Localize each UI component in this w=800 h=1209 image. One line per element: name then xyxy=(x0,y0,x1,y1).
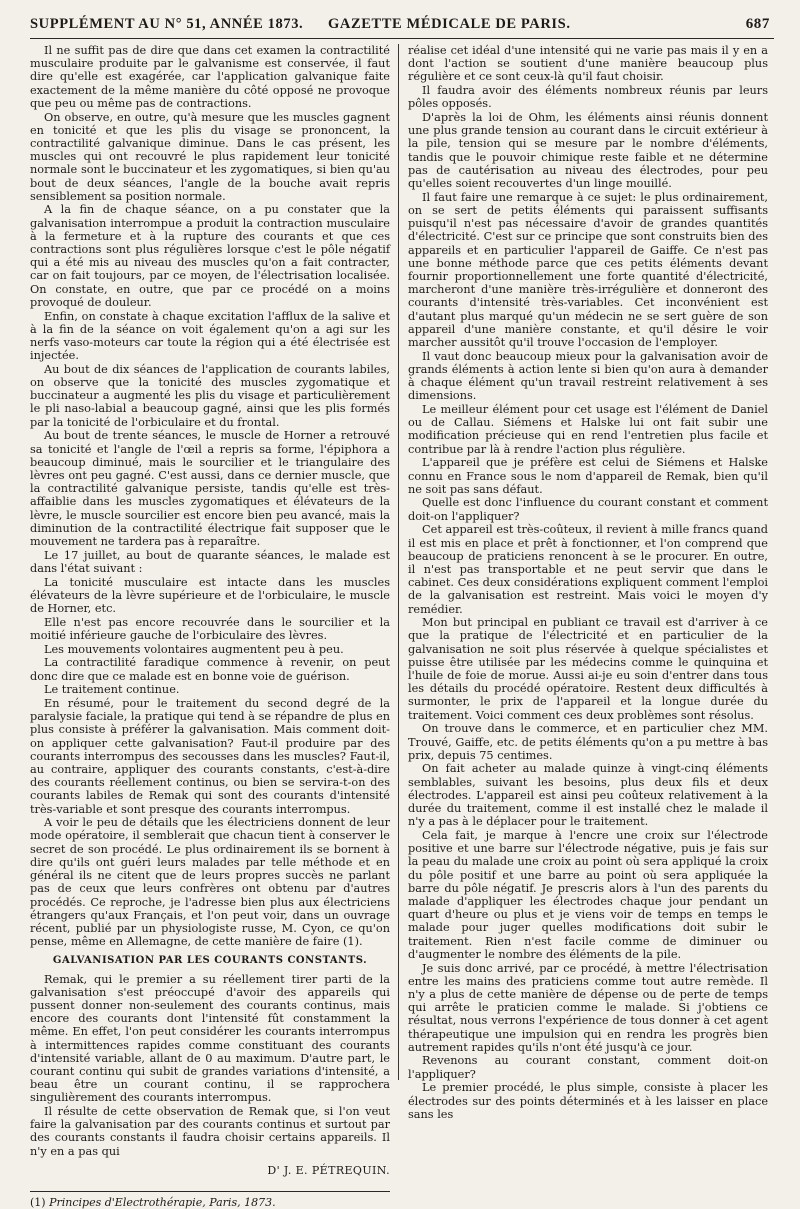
paragraph: réalise cet idéal d'une intensité qui ne varie pas mais il y en a dont l'action se soutient d'une manière beaucoup plus régulière et ce sont ceux-là qu'il faut choisir. xyxy=(408,44,768,84)
paragraph: La contractilité faradique commence à revenir, on peut donc dire que ce malade est en bonne voie de guérison. xyxy=(30,656,390,683)
paragraph: Au bout de trente séances, le muscle de Horner a retrouvé sa tonicité et l'angle de l'œil a repris sa forme, l'épiphora a beaucoup diminué, mais le sourcilier et le triangulaire des lèvres ont peu gagné. C'est aussi, dans ce dernier muscle, que la contractilité galvanique persiste, tandis qu'elle est très-affaiblie dans les muscles zygomatiques et élévateurs de la lèvre, le muscle sourcilier est encore bien peu avancé, mais la diminution de la contractilité électrique fait supposer que le mouvement ne tardera pas à reparaître. xyxy=(30,429,390,549)
paragraph: D'après la loi de Ohm, les éléments ainsi réunis donnent une plus grande tension au courant dans le circuit extérieur à la pile, tension qui se mesure par le nombre d'éléments, tandis que le pouvoir chimique reste faible et ne détermine pas de cautérisation au niveau des électrodes, pour peu qu'elles soient recouvertes d'un linge mouillé. xyxy=(408,111,768,191)
right-column xyxy=(408,44,768,1121)
paragraph: Le traitement continue. xyxy=(44,683,180,697)
author-signature: D' J. E. PÉTREQUIN. xyxy=(267,1163,390,1177)
journal-title: GAZETTE MÉDICALE DE PARIS. xyxy=(328,16,571,32)
footnote xyxy=(30,1196,390,1209)
section-title: GALVANISATION PAR LES COURANTS CONSTANTS. xyxy=(52,955,368,967)
paragraph: On fait acheter au malade quinze à vingt-cinq éléments semblables, suivant les besoins, plus deux fils et deux électrodes. L'appareil est ainsi peu coûteux relativement à la durée du traitement, comme il est installé chez le malade il n'y a pas à le déplacer pour le traitement. xyxy=(408,762,768,829)
paragraph: En résumé, pour le traitement du second degré de la paralysie faciale, la pratique qui tend à se répandre de plus en plus consiste à préférer la galvanisation. Mais comment doit-on appliquer cette galvanisation? Faut-il produire par des courants interrompus des secousses dans les muscles? Faut-il, au contraire, appliquer des courants constants, c'est-à-dire des courants réellement continus, ou bien se servira-t-on des courants labiles de Remak qui sont des courants d'intensité très-variable et sont presque des courants interrompus. xyxy=(30,696,390,816)
paragraph: On trouve dans le commerce, et en particulier chez MM. Trouvé, Gaiffe, etc. de petits éléments qu'on a pu mettre à bas prix, depuis 75 centimes. xyxy=(408,722,768,762)
page-number: 687 xyxy=(745,16,770,32)
paragraph: A la fin de chaque séance, on a pu constater que la galvanisation interrompue a produit la contraction musculaire à la fermeture et à la rupture des courants et que ces contractions sont plus régulières lorsque c'est le pôle négatif qui a été mis au niveau des muscles qu'on a fait contracter, car on fait toujours, par ce moyen, de l'électrisation localisée. On constate, en outre, que par ce procédé on a moins provoqué de douleur. xyxy=(30,203,390,309)
section-paragraphs xyxy=(30,973,390,1158)
paragraph: Cela fait, je marque à l'encre une croix sur l'électrode positive et une barre sur l'électrode négative, puis je fais sur la peau du malade une croix au point où sera appliqué la croix du pôle positif et une barre au point où sera appliquée la barre du pôle négatif. Je prescris alors à l'un des parents du malade d'appliquer les électrodes chaque jour pendant un quart d'heure ou plus et je viens voir de temps en temps le malade pour juger quelles modifications doit subir le traitement. Rien n'est facile comme de diminuer ou d'augmenter le nombre des éléments de la pile. xyxy=(408,828,768,961)
paragraph: Elle n'est pas encore recouvrée dans le sourcilier et la moitié inférieure gauche de l'orbiculaire des lèvres. xyxy=(30,615,390,642)
paragraph: On observe, en outre, qu'à mesure que les muscles gagnent en tonicité et que les plis du visage se prononcent, la contractilité galvanique diminue. Dans le cas présent, les muscles qui ont recouvré le plus rapidement leur tonicité normale sont le buccinateur et les zygomatiques, si bien qu'au bout de deux séances, l'angle de la bouche avait repris sensiblement sa position normale. xyxy=(30,110,390,203)
paragraph: Il faut faire une remarque à ce sujet: le plus ordinairement, on se sert de petits éléments qui paraissent suffisants puisqu'il n'est pas nécessaire d'avoir de grandes quantités d'électricité. C'est sur ce principe que sont construits bien des appareils et en particulier l'appareil de Gaiffe. Ce n'est pas une bonne méthode parce que ces petits éléments devant fournir proportionnellement une forte quantité d'électricité, marcheront d'une manière très-irrégulière et donneront des courants d'intensité très-variables. Cet inconvénient est d'autant plus marqué qu'un médecin ne se sert guère de son appareil d'une manière constante, et qu'il désire le voir marcher aussitôt qu'il trouve l'occasion de l'employer. xyxy=(408,190,768,349)
paragraph: Le premier procédé, le plus simple, consiste à placer les électrodes sur des points déterminés et à les laisser en place sans les xyxy=(408,1081,768,1121)
column-divider xyxy=(398,44,399,1080)
paragraph: Il faudra avoir des éléments nombreux réunis par leurs pôles opposés. xyxy=(408,84,768,111)
paragraph: Le 17 juillet, au bout de quarante séances, le malade est dans l'état suivant : xyxy=(30,548,390,575)
left-column xyxy=(30,44,390,1209)
left-column-paragraphs xyxy=(30,44,390,948)
footnote-rule xyxy=(30,1191,390,1192)
journal-supplement-label: SUPPLÉMENT AU N° 51, ANNÉE 1873. xyxy=(30,16,304,32)
paragraph: Je suis donc arrivé, par ce procédé, à mettre l'électrisation entre les mains des praticiens comme tout autre remède. Il n'y a plus de cette manière de dépense ou de perte de temps qui arrête le praticien comme le malade. Si j'obtiens ce résultat, nous verrons l'expérience de tous donner à cet agent thérapeutique une impulsion qui en rendra les progrès bien autrement rapides qu'ils n'ont été jusqu'à ce jour. xyxy=(408,961,768,1054)
paragraph: Enfin, on constate à chaque excitation l'afflux de la salive et à la fin de la séance on voit également qu'on a agi sur les nerfs vaso-moteurs car toute la région qui a été électrisée est injectée. xyxy=(30,309,390,363)
paragraph: Remak, qui le premier a su réellement tirer parti de la galvanisation s'est préoccupé d'avoir des appareils qui pussent donner non-seulement des courants continus, mais encore des courants dont l'intensité fût constamment la même. En effet, l'on peut considérer les courants interrompus à intermittences rapides comme constituant des courants d'intensité variable, allant de 0 au maximum. D'autre part, le courant continu qui subit de grandes variations d'intensité, a beau être un courant continu, il se rapprochera singulièrement des courants interrompus. xyxy=(30,972,390,1105)
header-rule xyxy=(30,38,774,39)
paragraph: A voir le peu de détails que les électriciens donnent de leur mode opératoire, il semblerait que chacun tient à conserver le secret de son procédé. Le plus ordinairement ils se bornent à dire qu'ils ont guéri leurs malades par telle méthode et en général ils ne citent que de leurs propres succès ne parlant pas de ceux que leurs confrères ont obtenu par d'autres procédés. Ce reproche, je l'adresse bien plus aux électriciens étrangers qu'aux Français, et l'on peut voir, dans un ouvrage récent, publié par un physiologiste russe, M. Cyon, ce qu'on pense, même en Allemagne, de cette manière de faire (1). xyxy=(30,816,390,949)
paragraph: Le meilleur élément pour cet usage est l'élément de Daniel ou de Callau. Siémens et Halske lui ont fait subir une modification précieuse qui en rend l'entretien plus facile et contribue par là à rendre l'action plus régulière. xyxy=(408,402,768,456)
paragraph: Cet appareil est très-coûteux, il revient à mille francs quand il est mis en place et prêt à fonctionner, et l'on comprend que beaucoup de praticiens renoncent à se le procurer. En outre, il n'est pas transportable et ne peut servir que dans le cabinet. Ces deux considérations expliquent comment l'emploi de la galvanisation est restreint. Mais voici le moyen d'y remédier. xyxy=(408,523,768,616)
paragraph: Les mouvements volontaires augmentent peu à peu. xyxy=(44,642,344,656)
paragraph: Revenons au courant constant, comment doit-on l'appliquer? xyxy=(408,1054,768,1081)
paragraph: L'appareil que je préfère est celui de Siémens et Halske connu en France sous le nom d'appareil de Remak, bien qu'il ne soit pas sans défaut. xyxy=(408,456,768,496)
footnote-text: Principes d'Electrothérapie, Paris, 1873. xyxy=(49,1196,276,1209)
paragraph: Il vaut donc beaucoup mieux pour la galvanisation avoir de grands éléments à action lente si bien qu'on aura à demander à chaque élément qu'un travail restreint relativement à ses dimensions. xyxy=(408,349,768,403)
page-header xyxy=(30,16,770,38)
paragraph: Il ne suffit pas de dire que dans cet examen la contractilité musculaire produite par le galvanisme est conservée, il faut dire qu'elle est exagérée, car l'application galvanique faite exactement de la même manière du côté opposé ne provoque que peu ou même pas de contractions. xyxy=(30,44,390,110)
right-column-paragraphs xyxy=(408,44,768,1121)
footnote-marker: (1) xyxy=(30,1196,46,1209)
paragraph: Quelle est donc l'influence du courant constant et comment doit-on l'appliquer? xyxy=(408,496,768,523)
paragraph: Il résulte de cette observation de Remak que, si l'on veut faire la galvanisation par des courants continus et surtout par des courants constants il faudra choisir certains appareils. Il n'y en a pas qui xyxy=(30,1105,390,1158)
paragraph: Mon but principal en publiant ce travail est d'arriver à ce que la pratique de l'électricité et en particulier de la galvanisation ne soit plus réservée à quelque spécialistes et puisse être utilisée par les médecins comme le quinquina et l'huile de foie de morue. Aussi ai-je eu soin d'entrer dans tous les détails du procédé opératoire. Restent deux difficultés à surmonter, le prix de l'appareil et la longue durée du traitement. Voici comment ces deux problèmes sont résolus. xyxy=(408,616,768,722)
paragraph: La tonicité musculaire est intacte dans les muscles élévateurs de la lèvre supérieure et de l'orbiculaire, le muscle de Horner, etc. xyxy=(30,575,390,616)
paragraph: Au bout de dix séances de l'application de courants labiles, on observe que la tonicité des muscles zygomatique et buccinateur a augmenté les plis du visage et particulièrement le pli naso-labial a beaucoup gagné, ainsi que les plis formés par la tonicité de l'orbiculaire et du frontal. xyxy=(30,362,390,429)
